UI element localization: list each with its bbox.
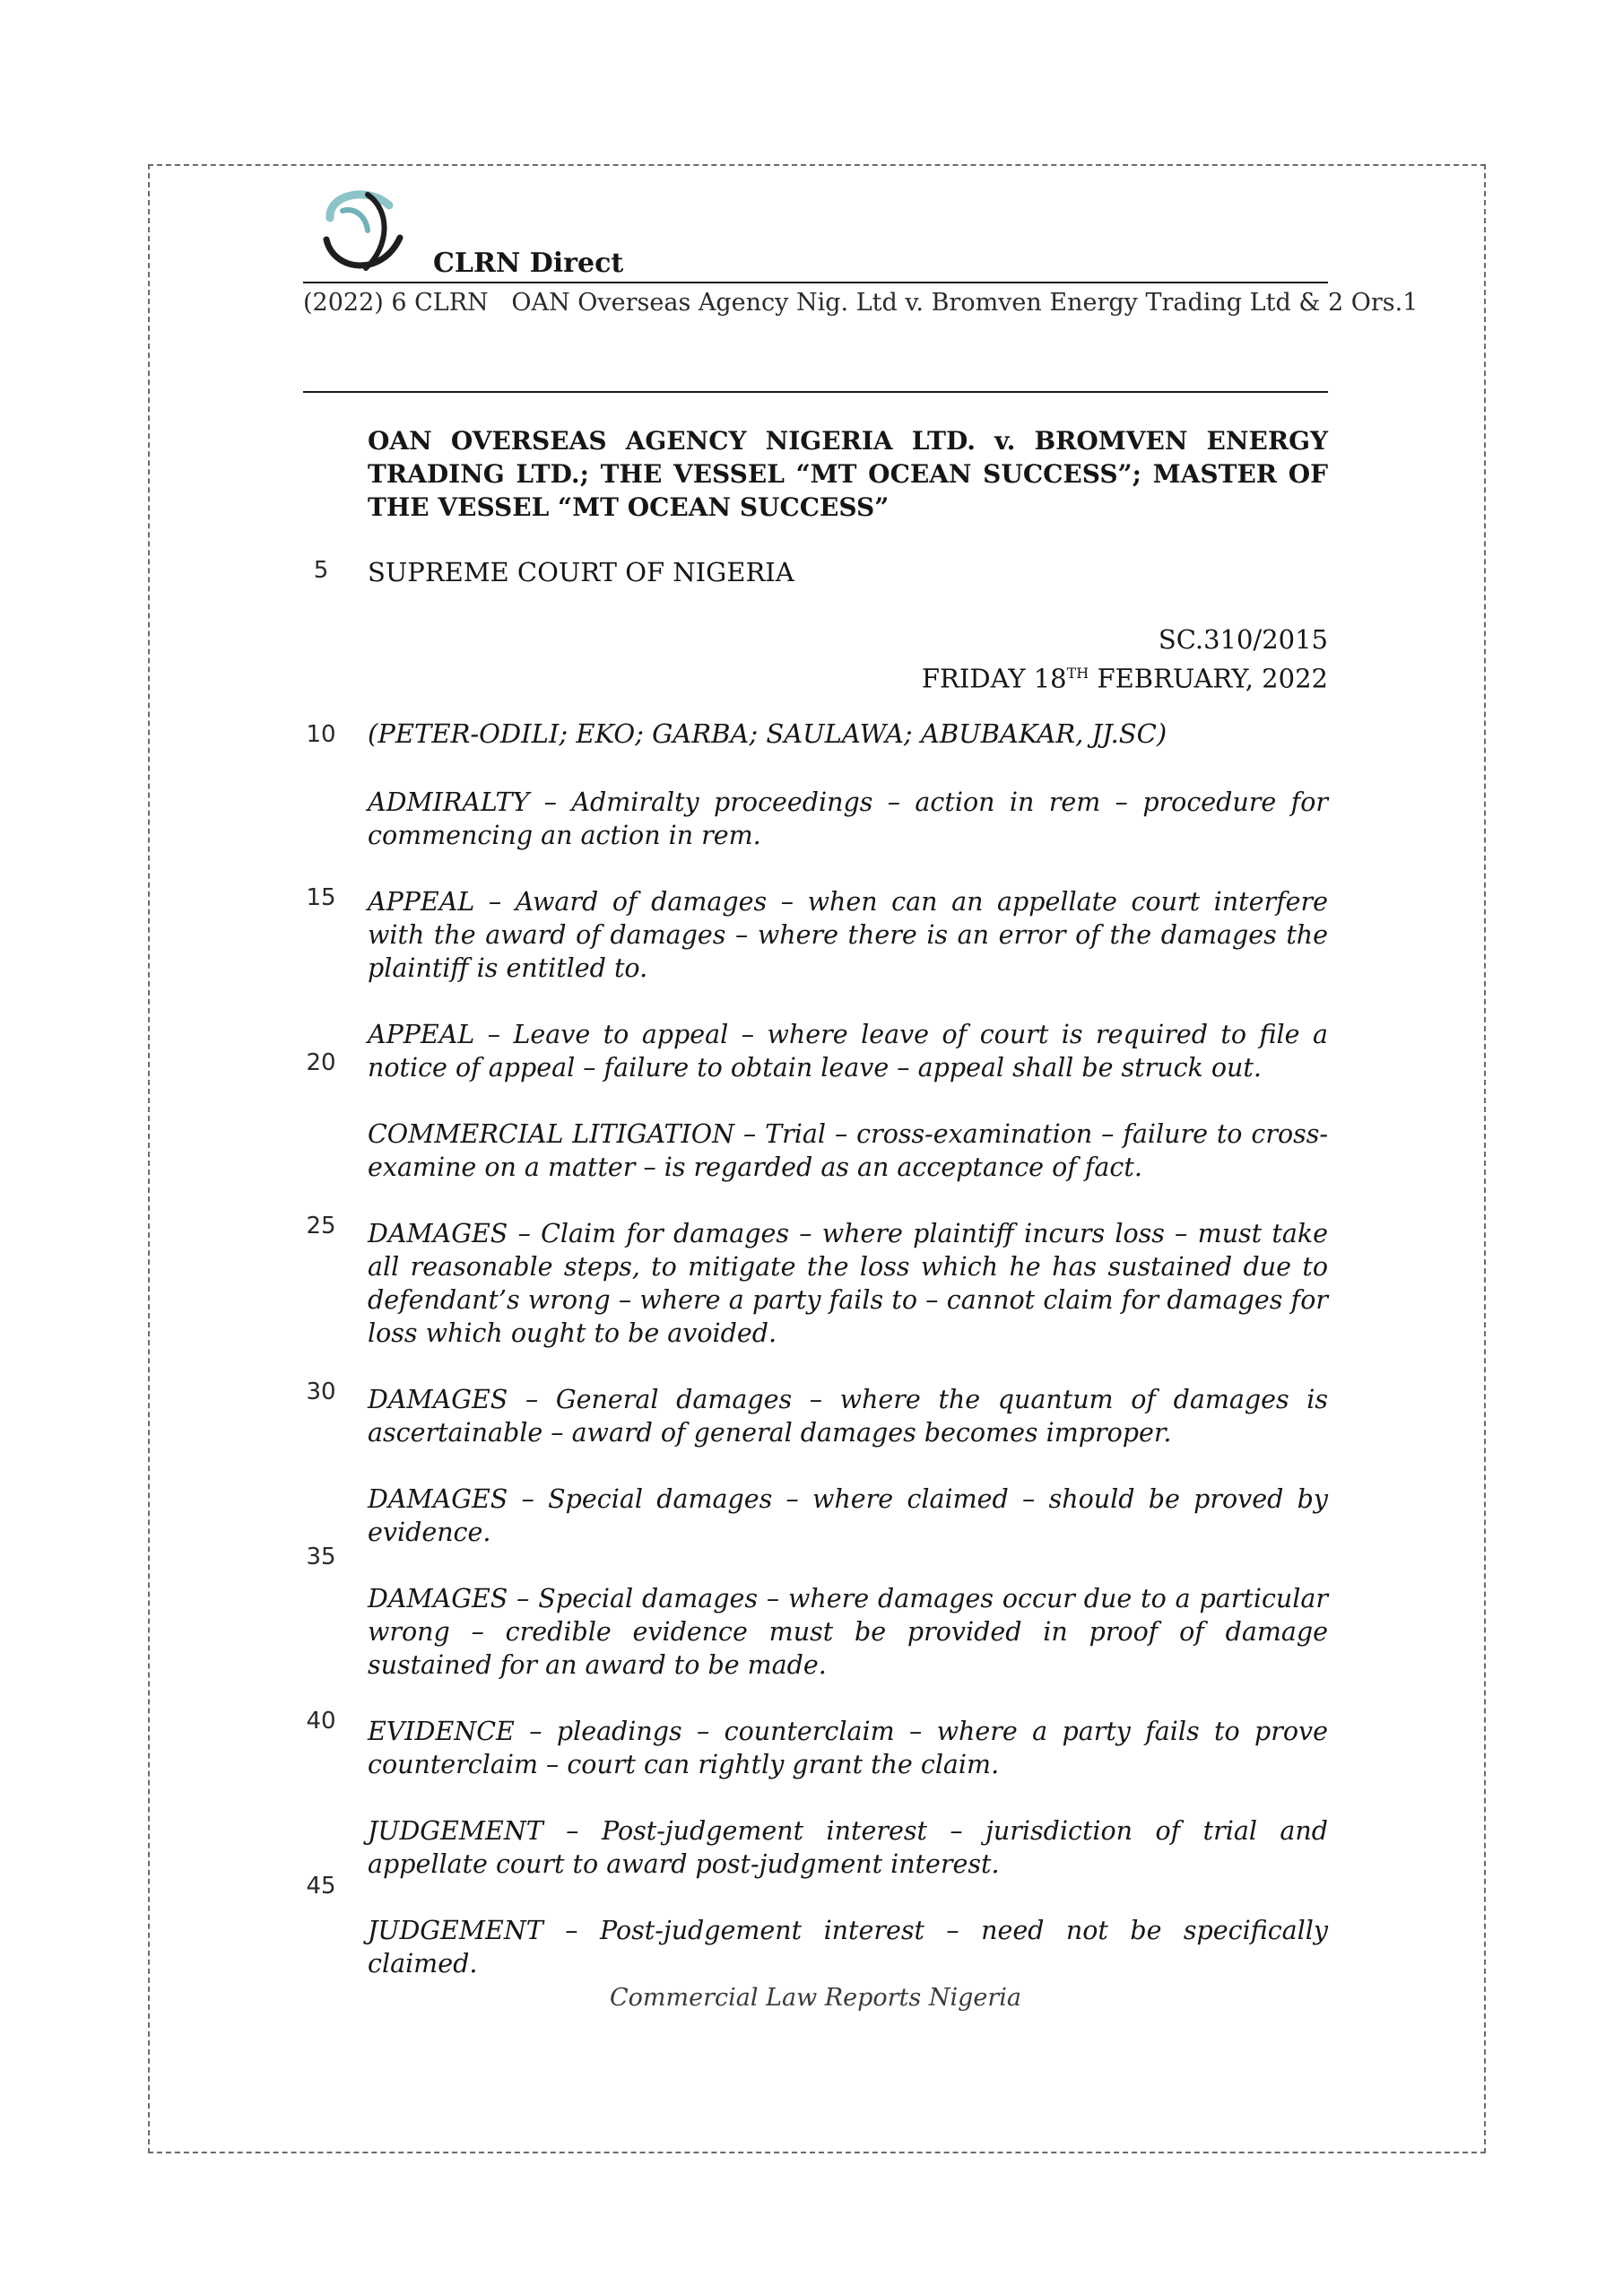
catchwords [368,786,1328,2013]
brand-name: CLRN Direct [433,248,624,279]
catchword-item: APPEAL – Award of damages – when can an appellate court interfere with the award of damages – where there is an error of the damages the plaintiff is entitled to. [368,887,1328,983]
clrn-logo [312,184,411,279]
line-number: 10 [306,721,336,748]
suit-number: SC.310/2015 [1158,624,1328,655]
catchword-item: DAMAGES – General damages – where the quantum of damages is ascertainable – award of general damages becomes improper. [368,1385,1328,1448]
catchword-item: JUDGEMENT – Post-judgement interest – need not be specifically claimed. [368,1916,1328,1979]
judgment-date: FRIDAY 18TH FEBRUARY, 2022 [921,663,1328,694]
catchword-item: ADMIRALTY – Admiralty proceedings – action in rem – procedure for commencing an action in rem. [368,787,1328,850]
publication-footer: Commercial Law Reports Nigeria [610,1984,1021,2012]
court-name: SUPREME COURT OF NIGERIA [368,557,794,587]
case-citation: (2022) 6 CLRN OAN Overseas Agency Nig. Ltd v. Bromven Energy Trading Ltd & 2 Ors. [303,289,1403,317]
line-number: 45 [306,1873,336,1900]
catchword-item: EVIDENCE – pleadings – counterclaim – where a party fails to prove counterclaim – court can rightly grant the claim. [368,1717,1328,1779]
case-title: OAN OVERSEAS AGENCY NIGERIA LTD. v. BROMVEN ENERGY TRADING LTD.; THE VESSEL “MT OCEAN SUCCESS”; MASTER OF THE VESSEL “MT OCEAN SUCCESS” [368,426,1328,522]
catchword-item: JUDGEMENT – Post-judgement interest – jurisdiction of trial and appellate court to award post-judgment interest. [368,1816,1328,1879]
section-rule [303,391,1328,393]
catchword-item: DAMAGES – Claim for damages – where plaintiff incurs loss – must take all reasonable steps, to mitigate the loss which he has sustained due to defendant’s wrong – where a party fails to – cannot claim for damages for loss which ought to be avoided. [368,1219,1328,1348]
header-rule [303,282,1328,283]
judges-panel: (PETER-ODILI; EKO; GARBA; SAULAWA; ABUBAKAR, JJ.SC) [368,718,1167,749]
catchword-item: DAMAGES – Special damages – where damages occur due to a particular wrong – credible evidence must be provided in proof of damage sustained for an award to be made. [368,1584,1328,1680]
catchword-item: DAMAGES – Special damages – where claimed – should be proved by evidence. [368,1484,1328,1547]
line-number: 15 [306,884,336,911]
case-meta [922,622,1328,696]
running-head [303,289,1419,317]
line-number: 5 [313,557,329,584]
catchword-item: APPEAL – Leave to appeal – where leave of court is required to file a notice of appeal – failure to obtain leave – appeal shall be struck out. [368,1020,1328,1083]
line-number: 40 [306,1708,336,1735]
catchword-item: COMMERCIAL LITIGATION – Trial – cross-examination – failure to cross-examine on a matter – is regarded as an acceptance of fact. [368,1119,1328,1182]
page-number: 1 [1402,289,1419,317]
line-number: 30 [306,1378,336,1405]
line-number: 25 [306,1213,336,1239]
line-number: 20 [306,1049,336,1076]
line-number: 35 [306,1544,336,1570]
